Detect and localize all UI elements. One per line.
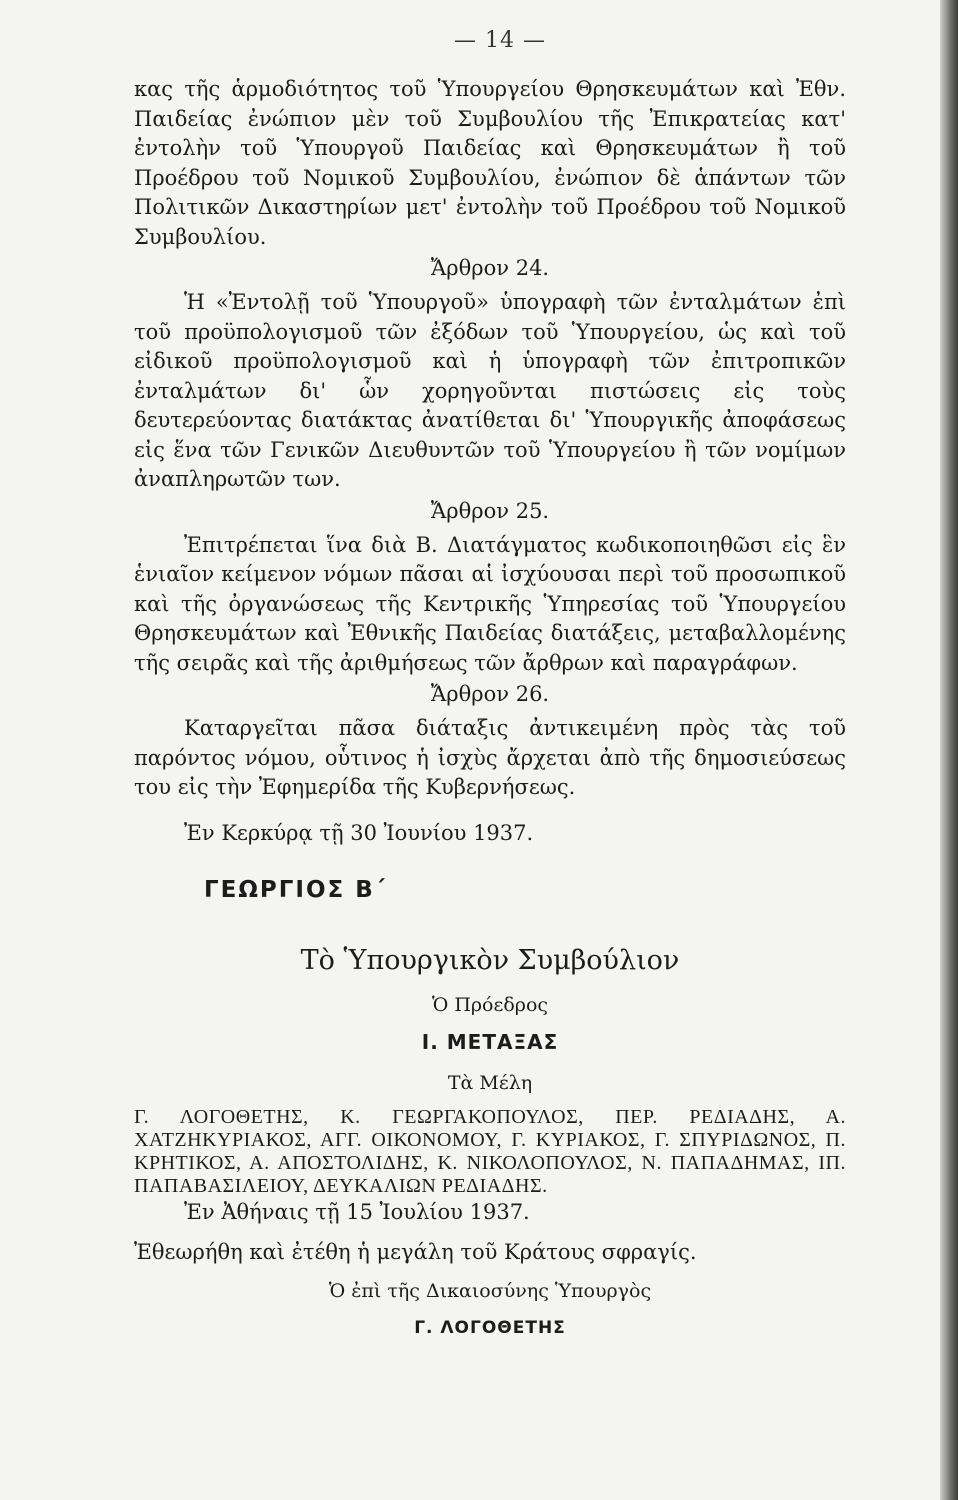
- council-title: Τὸ Ὑπουργικὸν Συμβούλιον: [300, 944, 680, 976]
- seal-line: Ἐθεωρήθη καὶ ἐτέθη ἡ μεγάλη τοῦ Κράτους σφραγίς.: [134, 1239, 697, 1264]
- members-list: Γ. ΛΟΓΟΘΕΤΗΣ, Κ. ΓΕΩΡΓΑΚΟΠΟΥΛΟΣ, ΠΕΡ. ΡΕΔΙΑΔΗΣ, Α. ΧΑΤΖΗΚΥΡΙΑΚΟΣ, ΑΓΓ. ΟΙΚΟΝΟΜΟΥ, Γ. ΚΥΡΙΑΚΟΣ, Γ. ΣΠΥΡΙΔΩΝΟΣ, Π. ΚΡΗΤΙΚΟΣ, Α. ΑΠΟΣΤΟΛΙΔΗΣ, Κ. ΝΙΚΟΛΟΠΟΥΛΟΣ, Ν. ΠΑΠΑΔΗΜΑΣ, ΙΠ. ΠΑΠΑΒΑΣΙΛΕΙΟΥ, ΔΕΥΚΑΛΙΩΝ ΡΕΔΙΑΔΗΣ.: [134, 1105, 846, 1197]
- page-number: — 14 —: [454, 28, 546, 53]
- document-page: [134, 28, 846, 1338]
- intro-paragraph: κας τῆς ἁρμοδιότητος τοῦ Ὑπουργείου Θρησκευμάτων καὶ Ἐθν. Παιδείας ἐνώπιον μὲν τοῦ Συμβουλίου τῆς Ἐπικρατείας κατ' ἐντολὴν τοῦ Ὑπουργοῦ Παιδείας καὶ Θρησκευμάτων ἢ τοῦ Προέδρου τοῦ Νομικοῦ Συμβουλίου, ἐνώπιον δὲ ἁπάντων τῶν Πολιτικῶν Δικαστηρίων μετ' ἐντολὴν τοῦ Προέδρου τοῦ Νομικοῦ Συμβουλίου.: [134, 77, 846, 249]
- president-name: Ι. ΜΕΤΑΞΑΣ: [421, 1029, 559, 1054]
- king-signature: ΓΕΩΡΓΙΟΣ Β΄: [204, 876, 387, 903]
- article-25-heading: Ἄρθρον 25.: [430, 498, 550, 523]
- article-25-text: Ἐπιτρέπεται ἵνα διὰ Β. Διατάγματος κωδικοποιηθῶσι εἰς ἓν ἑνιαῖον κείμενον νόμων πᾶσαι αἱ ἰσχύουσαι περὶ τοῦ προσωπικοῦ καὶ τῆς ὀργανώσεως τῆς Κεντρικῆς Ὑπηρεσίας τοῦ Ὑπουργείου Θρησκευμάτων καὶ Ἐθνικῆς Παιδείας διατάξεις, μεταβαλλομένης τῆς σειρᾶς καὶ τῆς ἀριθμήσεως τῶν ἄρθρων καὶ παραγράφων.: [134, 532, 846, 675]
- article-24-text: Ἡ «Ἐντολῇ τοῦ Ὑπουργοῦ» ὑπογραφὴ τῶν ἐνταλμάτων ἐπὶ τοῦ προϋπολογισμοῦ τῶν ἐξόδων τοῦ Ὑπουργείου, ὡς καὶ τοῦ εἰδικοῦ προϋπολογισμοῦ καὶ ἡ ὑπογραφὴ τῶν ἐπιτροπικῶν ἐνταλμάτων δι' ὧν χορηγοῦνται πιστώσεις εἰς τοὺς δευτερεύοντας διατάκτας ἀνατίθεται δι' Ὑπουργικῆς ἀποφάσεως εἰς ἕνα τῶν Γενικῶν Διευθυντῶν τοῦ Ὑπουργείου ἢ τῶν νομίμων ἀναπληρωτῶν των.: [134, 290, 846, 491]
- article-26-text: Καταργεῖται πᾶσα διάταξις ἀντικειμένη πρὸς τὰς τοῦ παρόντος νόμου, οὗτινος ἡ ἰσχὺς ἄρχεται ἀπὸ τῆς δημοσιεύσεως του εἰς τὴν Ἐφημερίδα τῆς Κυβερνήσεως.: [134, 716, 846, 799]
- justice-minister-role: Ὁ ἐπὶ τῆς Δικαιοσύνης Ὑπουργὸς: [328, 1279, 652, 1302]
- article-26-heading: Ἄρθρον 26.: [430, 682, 550, 706]
- members-role: Τὰ Μέλη: [447, 1071, 533, 1094]
- kerkyra-date: Ἐν Κερκύρᾳ τῇ 30 Ἰουνίου 1937.: [184, 820, 534, 845]
- athens-date: Ἐν Ἀθήναις τῇ 15 Ἰουλίου 1937.: [184, 1199, 530, 1224]
- article-24-heading: Ἄρθρον 24.: [430, 256, 550, 280]
- page-edge-shadow: [940, 0, 958, 1500]
- justice-minister-name: Γ. ΛΟΓΟΘΕΤΗΣ: [414, 1317, 566, 1338]
- president-role: Ὁ Πρόεδρος: [431, 993, 549, 1016]
